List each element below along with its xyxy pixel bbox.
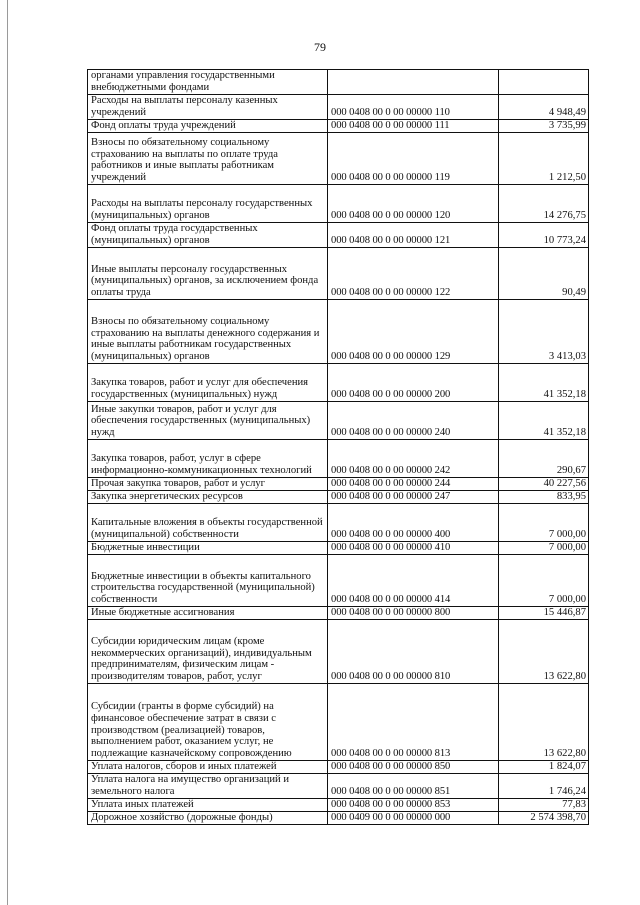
expense-name: Бюджетные инвестиции	[88, 542, 328, 555]
amount	[499, 70, 589, 95]
expense-name: Уплата налога на имущество организаций и земельного налога	[88, 774, 328, 799]
amount: 833,95	[499, 491, 589, 504]
table-row	[88, 133, 589, 185]
amount: 77,83	[499, 799, 589, 812]
expense-name: Иные выплаты персоналу государственных (муниципальных) органов, за исключением фонда оплаты труда	[88, 248, 328, 300]
table-row	[88, 542, 589, 555]
table-row	[88, 812, 589, 825]
amount: 41 352,18	[499, 364, 589, 402]
table-row	[88, 620, 589, 684]
budget-code: 000 0408 00 0 00 00000 850	[328, 761, 499, 774]
expense-name: Уплата налогов, сборов и иных платежей	[88, 761, 328, 774]
budget-code: 000 0408 00 0 00 00000 111	[328, 120, 499, 133]
budget-code: 000 0408 00 0 00 00000 800	[328, 607, 499, 620]
amount: 4 948,49	[499, 95, 589, 120]
amount: 90,49	[499, 248, 589, 300]
table-row	[88, 300, 589, 364]
amount: 14 276,75	[499, 185, 589, 223]
expense-name: Субсидии (гранты в форме субсидий) на финансовое обеспечение затрат в связи с производством (реализацией) товаров, выполнением работ, оказанием услуг, не подлежащие казначейскому сопровождению	[88, 684, 328, 761]
budget-code: 000 0408 00 0 00 00000 119	[328, 133, 499, 185]
expense-name: Иные закупки товаров, работ и услуг для обеспечения государственных (муниципальных) нужд	[88, 402, 328, 440]
amount: 13 622,80	[499, 684, 589, 761]
expense-name: Бюджетные инвестиции в объекты капитального строительства государственной (муниципальной) собственности	[88, 555, 328, 607]
scan-edge-line	[7, 0, 8, 905]
budget-code	[328, 70, 499, 95]
table-row	[88, 761, 589, 774]
expense-name: Дорожное хозяйство (дорожные фонды)	[88, 812, 328, 825]
budget-code: 000 0408 00 0 00 00000 247	[328, 491, 499, 504]
table-row	[88, 248, 589, 300]
amount: 1 212,50	[499, 133, 589, 185]
amount: 3 735,99	[499, 120, 589, 133]
amount: 7 000,00	[499, 542, 589, 555]
expense-name: Взносы по обязательному социальному страхованию на выплаты по оплате труда работников и иные выплаты работникам учреждений	[88, 133, 328, 185]
amount: 7 000,00	[499, 504, 589, 542]
expense-name: Уплата иных платежей	[88, 799, 328, 812]
budget-table-body	[88, 70, 589, 825]
amount: 290,67	[499, 440, 589, 478]
table-row	[88, 440, 589, 478]
budget-code: 000 0408 00 0 00 00000 121	[328, 223, 499, 248]
table-row	[88, 491, 589, 504]
amount: 7 000,00	[499, 555, 589, 607]
amount: 3 413,03	[499, 300, 589, 364]
budget-code: 000 0409 00 0 00 00000 000	[328, 812, 499, 825]
amount: 40 227,56	[499, 478, 589, 491]
budget-code: 000 0408 00 0 00 00000 122	[328, 248, 499, 300]
table-row	[88, 799, 589, 812]
budget-code: 000 0408 00 0 00 00000 414	[328, 555, 499, 607]
table-row	[88, 684, 589, 761]
expense-name: Прочая закупка товаров, работ и услуг	[88, 478, 328, 491]
expense-name: Фонд оплаты труда учреждений	[88, 120, 328, 133]
amount: 13 622,80	[499, 620, 589, 684]
expense-name: Иные бюджетные ассигнования	[88, 607, 328, 620]
table-row	[88, 607, 589, 620]
expense-name: Закупка энергетических ресурсов	[88, 491, 328, 504]
budget-code: 000 0408 00 0 00 00000 813	[328, 684, 499, 761]
amount: 10 773,24	[499, 223, 589, 248]
table-row	[88, 70, 589, 95]
expense-name: Закупка товаров, работ, услуг в сфере информационно-коммуникационных технологий	[88, 440, 328, 478]
table-row	[88, 120, 589, 133]
amount: 15 446,87	[499, 607, 589, 620]
table-row	[88, 504, 589, 542]
amount: 41 352,18	[499, 402, 589, 440]
budget-code: 000 0408 00 0 00 00000 240	[328, 402, 499, 440]
budget-code: 000 0408 00 0 00 00000 242	[328, 440, 499, 478]
budget-code: 000 0408 00 0 00 00000 853	[328, 799, 499, 812]
table-row	[88, 223, 589, 248]
amount: 1 746,24	[499, 774, 589, 799]
table-row	[88, 478, 589, 491]
expense-name: органами управления государственными внебюджетными фондами	[88, 70, 328, 95]
expense-name: Расходы на выплаты персоналу государственных (муниципальных) органов	[88, 185, 328, 223]
expense-name: Капитальные вложения в объекты государственной (муниципальной) собственности	[88, 504, 328, 542]
budget-code: 000 0408 00 0 00 00000 200	[328, 364, 499, 402]
table-row	[88, 402, 589, 440]
table-row	[88, 185, 589, 223]
expense-name: Расходы на выплаты персоналу казенных учреждений	[88, 95, 328, 120]
table-row	[88, 774, 589, 799]
budget-code: 000 0408 00 0 00 00000 244	[328, 478, 499, 491]
expense-name: Взносы по обязательному социальному страхованию на выплаты денежного содержания и иные выплаты работникам государственных (муниципальных) органов	[88, 300, 328, 364]
budget-code: 000 0408 00 0 00 00000 120	[328, 185, 499, 223]
table-row	[88, 95, 589, 120]
expense-name: Фонд оплаты труда государственных (муниципальных) органов	[88, 223, 328, 248]
table-row	[88, 364, 589, 402]
budget-code: 000 0408 00 0 00 00000 400	[328, 504, 499, 542]
budget-code: 000 0408 00 0 00 00000 110	[328, 95, 499, 120]
budget-code: 000 0408 00 0 00 00000 410	[328, 542, 499, 555]
expense-name: Субсидии юридическим лицам (кроме некоммерческих организаций), индивидуальным предпринимателям, физическим лицам - производителям товаров, работ, услуг	[88, 620, 328, 684]
budget-code: 000 0408 00 0 00 00000 129	[328, 300, 499, 364]
expense-name: Закупка товаров, работ и услуг для обеспечения государственных (муниципальных) нужд	[88, 364, 328, 402]
page-number: 79	[314, 40, 326, 54]
amount: 2 574 398,70	[499, 812, 589, 825]
budget-code: 000 0408 00 0 00 00000 851	[328, 774, 499, 799]
budget-table	[87, 69, 589, 825]
amount: 1 824,07	[499, 761, 589, 774]
table-row	[88, 555, 589, 607]
budget-code: 000 0408 00 0 00 00000 810	[328, 620, 499, 684]
